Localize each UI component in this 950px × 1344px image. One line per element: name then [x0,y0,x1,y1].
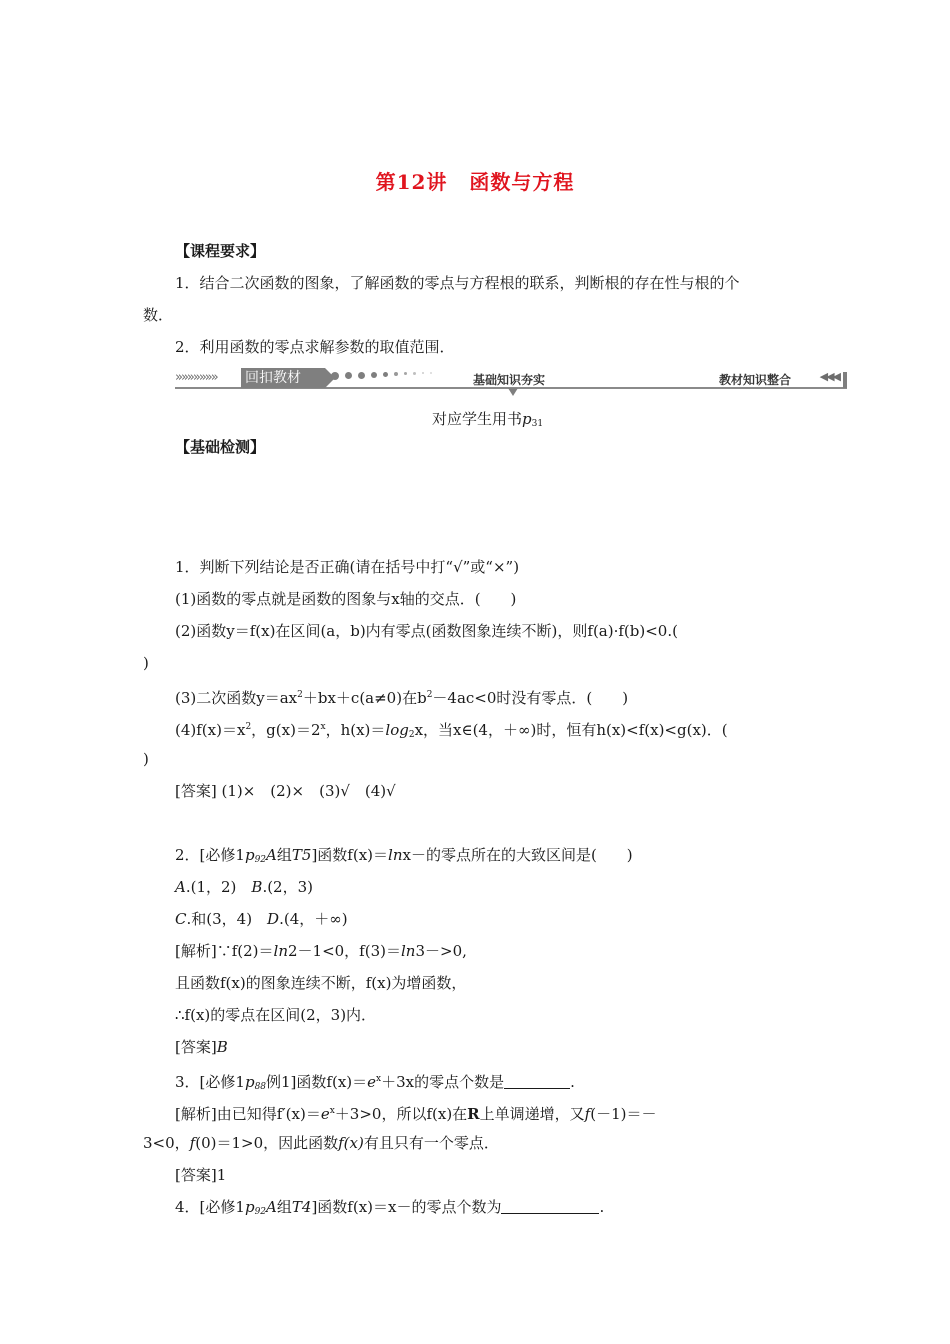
q4-exercise: T4 [291,1198,312,1216]
q2-options-cd [175,909,348,929]
q2-sol-ln: ln [400,942,416,960]
reference-page-number: 31 [531,419,544,429]
q4-page: p [244,1198,255,1216]
q1-statement-1: (1)函数的零点就是函数的图象与x轴的交点．( ) [175,590,517,608]
q2-stem-part: 组 [276,846,292,864]
q1-answer: [答案] (1)× (2)× (3)√ (4)√ [175,782,396,800]
basic-check-heading: 【基础检测】 [175,438,266,456]
q2-sol-ln: ln [273,942,288,960]
q1-s4-log: log [385,721,409,739]
page-title [0,166,950,195]
requirement-1-line1: 1．结合二次函数的图象，了解函数的零点与方程根的联系，判断根的存在性与根的个 [175,274,740,292]
requirements-heading: 【课程要求】 [175,242,266,260]
q3-sol-part: 3<0， [143,1134,190,1152]
q2-exercise: T5 [291,846,312,864]
q3-e: e [367,1073,377,1091]
requirement-1-line2: 数． [143,306,174,324]
q4-stem-part: 4．[必修1 [175,1198,245,1216]
q2-options-ab [175,877,313,897]
q3-answer: [答案]1 [175,1166,227,1184]
q3-sol-real-set: R [467,1105,480,1123]
q2-stem-part: 2．[必修1 [175,846,245,864]
q3-stem-part: 3．[必修1 [175,1073,245,1091]
q3-sol-part: (0)＝1>0，因此函数 [195,1134,339,1152]
lesson-topic: 函数与方程 [469,170,575,194]
q1-statement-3 [175,685,628,708]
textbook-reference [432,409,543,434]
q3-stem-end: . [570,1073,575,1091]
q3-solution-2 [143,1133,499,1153]
q2-solution-1 [175,941,467,961]
option-c: .和(3，4) [186,910,268,928]
q4-stem-part: ]函数f(x)＝x－的零点个数为 [311,1198,502,1216]
banner-pointer-icon [508,388,518,396]
q1-s4-part: x，当x∈(4，＋∞)时，恒有h(x)<f(x)<g(x)．( [414,721,728,739]
q1-s4-part: ，h(x)＝ [325,721,386,739]
q3-sol-part: (－1)＝－ [590,1105,657,1123]
q3-answer-blank[interactable] [504,1074,570,1089]
q3-sol-f: f [189,1134,196,1152]
q2-page-number: 92 [254,855,267,865]
q1-s4-exp: x [320,722,326,732]
q2-answer-value: B [216,1038,228,1056]
q3-sol-f: f [584,1105,591,1123]
q3-sol-part: 有且只有一个零点． [363,1134,499,1152]
q3-sol-fx: f(x) [338,1134,364,1152]
q2-sol-part: 3－>0, [415,942,467,960]
q4-stem-end: . [599,1198,605,1216]
q1-statement-2: (2)函数y＝f(x)在区间(a，b)内有零点(函数图象连续不断)，则f(a)·f(b)<0.( [175,622,678,640]
q1-stem: 1．判断下列结论是否正确(请在括号中打“√”或“×”) [175,558,520,576]
banner-tab: 回扣教材 [241,368,325,388]
q3-page-number: 88 [254,1082,267,1092]
q2-solution-3: ∴f(x)的零点在区间(2，3)内． [175,1006,377,1024]
option-a-label: A [175,878,186,896]
q4-page-number: 92 [254,1207,267,1217]
q2-group: A [266,846,277,864]
q3-sol-part: ＋3>0，所以f(x)在 [334,1105,468,1123]
q2-stem-part: x－的零点所在的大致区间是( ) [402,846,633,864]
q1-s3-exp: 2 [297,690,303,700]
q3-stem-part: 例1]函数f(x)＝ [266,1073,368,1091]
q1-s4-part: ，g(x)＝2 [251,721,321,739]
q3-solution-1 [175,1101,656,1124]
banner-end-bar [843,372,847,388]
q1-statement-4 [175,717,728,745]
option-a: .(1，2) [185,878,252,896]
q2-solution-2: 且函数f(x)的图象连续不断，f(x)为增函数， [175,974,467,992]
section-banner [175,368,847,390]
q1-s4-log-base: 2 [408,730,415,740]
q3-exp: x [376,1074,382,1084]
q3-stem-part: ＋3x的零点个数是 [381,1073,505,1091]
q3-sol-part: [解析]由已知得f′(x)＝ [175,1105,321,1123]
q1-s3-part: －4ac<0时没有零点．( ) [432,689,629,707]
q2-sol-part: 2－1<0，f(3)＝ [287,942,401,960]
option-b-label: B [251,878,263,896]
option-c-label: C [175,910,187,928]
q1-s3-exp: 2 [426,690,433,700]
q3-stem [175,1069,575,1097]
q1-s3-part: ＋bx＋c(a≠0)在b [302,689,427,707]
q3-sol-e: e [320,1105,330,1123]
q4-stem [175,1197,604,1222]
banner-center-label: 基础知识夯实 [473,373,546,387]
q2-stem [175,845,633,870]
q2-sol-part: [解析]∵f(2)＝ [175,942,274,960]
banner-right-arrows: ◀◀◀ [819,370,839,383]
reference-text: 对应学生用书 [432,410,523,428]
q3-page: p [244,1073,255,1091]
q1-s3-part: (3)二次函数y＝ax [175,689,298,707]
q2-ln: ln [388,846,403,864]
q2-answer-label: [答案] [175,1038,217,1056]
q4-stem-part: 组 [276,1198,292,1216]
q1-statement-2-cont: ) [143,654,149,672]
q3-sol-exp: x [329,1106,335,1116]
banner-left-arrows: »»»»»»» [175,370,217,385]
lesson-number: 第12讲 [375,170,448,194]
banner-right-label: 教材知识整合 [718,373,791,387]
requirement-2: 2．利用函数的零点求解参数的取值范围． [175,338,455,356]
q2-stem-part: ]函数f(x)＝ [311,846,389,864]
q4-group: A [266,1198,277,1216]
option-d: .(4，＋∞) [279,910,348,928]
q1-statement-4-cont: ) [143,750,149,768]
q2-page: p [244,846,255,864]
reference-page: p [522,410,532,428]
option-d-label: D [267,910,280,928]
option-b: .(2，3) [262,878,313,896]
q1-s4-part: (4)f(x)＝x [175,721,246,739]
q2-answer [175,1037,228,1057]
q3-sol-part: 上单调递增，又 [479,1105,585,1123]
q4-answer-blank[interactable] [501,1199,599,1214]
banner-dots [331,372,441,382]
q1-s4-exp: 2 [245,722,252,732]
